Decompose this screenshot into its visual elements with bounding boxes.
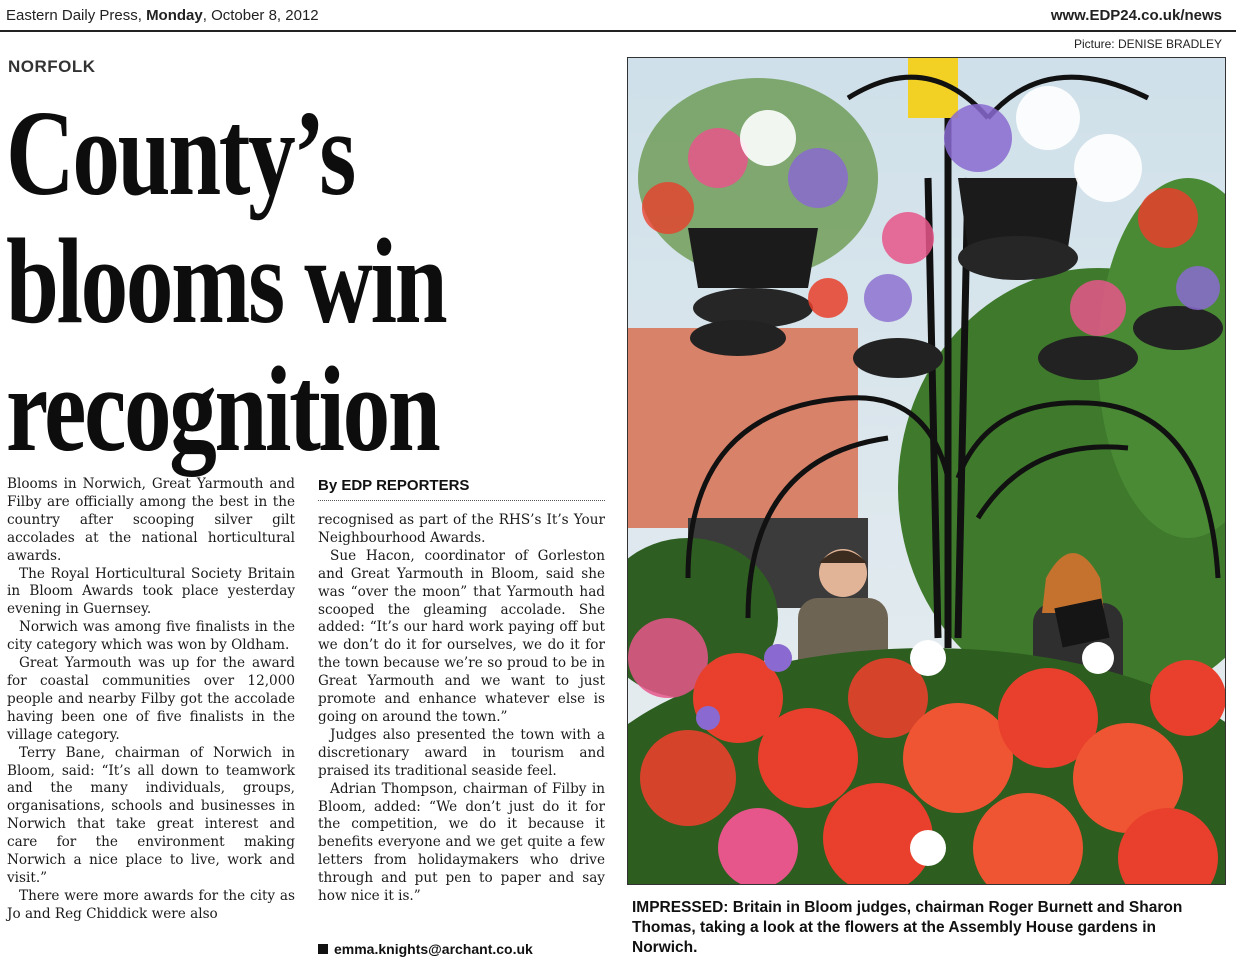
email-text: emma.knights@archant.co.uk [334,941,533,957]
hanging-basket [958,178,1078,280]
paragraph: Sue Hacon, coordinator of Gorleston and Great Yarmouth in Bloom, said she was “over the moon” that Yarmouth had scooped the gleaming accolade. She added: “It’s our hard work paying off but we don’t do it for ourselves, we do it for the town because we’re so proud to be in Great Yarmouth and we want to just promote and enhance whatever else is going on around the town.” [318,547,605,725]
masthead-dateline [6,7,319,24]
paragraph: Terry Bane, chairman of Norwich in Bloom, said: “It’s all down to teamwork and the many individuals, groups, organisations, schools and businesses in Norwich that take great interest and care for the environment making Norwich a nice place to live, work and visit.” [7,744,295,886]
paragraph: Judges also presented the town with a discretionary award in tourism and praised its traditional seaside feel. [318,726,605,779]
byline: By EDP REPORTERS [318,477,605,501]
headline-line-3: recognition [6,342,439,477]
paragraph: Great Yarmouth was up for the award for coastal communities over 12,000 people and nearby Filby got the accolade having been one of five finalists in the village category. [7,655,295,743]
paragraph: The Royal Horticultural Society Britain in Bloom Awards took place yesterday evening in Guernsey. [7,565,295,618]
paragraph: recognised as part of the RHS’s It’s Your Neighbourhood Awards. [318,512,605,546]
paper-name: Eastern Daily Press, [6,7,142,24]
date-text: , October 8, 2012 [202,7,319,24]
headline-line-1: County’s [6,86,354,221]
masthead [0,0,1236,32]
author-email[interactable] [318,941,533,957]
paragraph: Adrian Thompson, chairman of Filby in Bloom, added: “We don’t just do it for the competition, we do it because it benefits everyone and we get quite a few letters from holidaymakers who drive through and put pen to paper and say how nice it is.” [318,780,605,905]
photo-credit: Picture: DENISE BRADLEY [1073,37,1222,51]
headline-line-2: blooms win [6,214,446,349]
paragraph: Blooms in Norwich, Great Yarmouth and Filby are officially among the best in the country after scooping silver gilt accolades at the national horticultural awards. [7,476,295,564]
article-photo [627,57,1226,885]
day-name: Monday [146,7,203,24]
paragraph: Norwich was among five finalists in the city category which was won by Oldham. [7,619,295,654]
article-column-2 [318,512,605,906]
paragraph: There were more awards for the city as Jo and Reg Chiddick were also [7,887,295,922]
brick-wall [628,328,858,528]
flower-display-illustration [628,58,1225,884]
headline [6,86,474,477]
photo-caption: IMPRESSED: Britain in Bloom judges, chairman Roger Burnett and Sharon Thomas, taking a look at the flowers at the Assembly House gardens in Norwich. [632,899,1183,956]
section-label: NORFOLK [8,57,96,76]
square-bullet-icon [318,944,328,954]
website-link[interactable]: www.EDP24.co.uk/news [1050,7,1222,24]
article-column-1 [7,476,295,924]
